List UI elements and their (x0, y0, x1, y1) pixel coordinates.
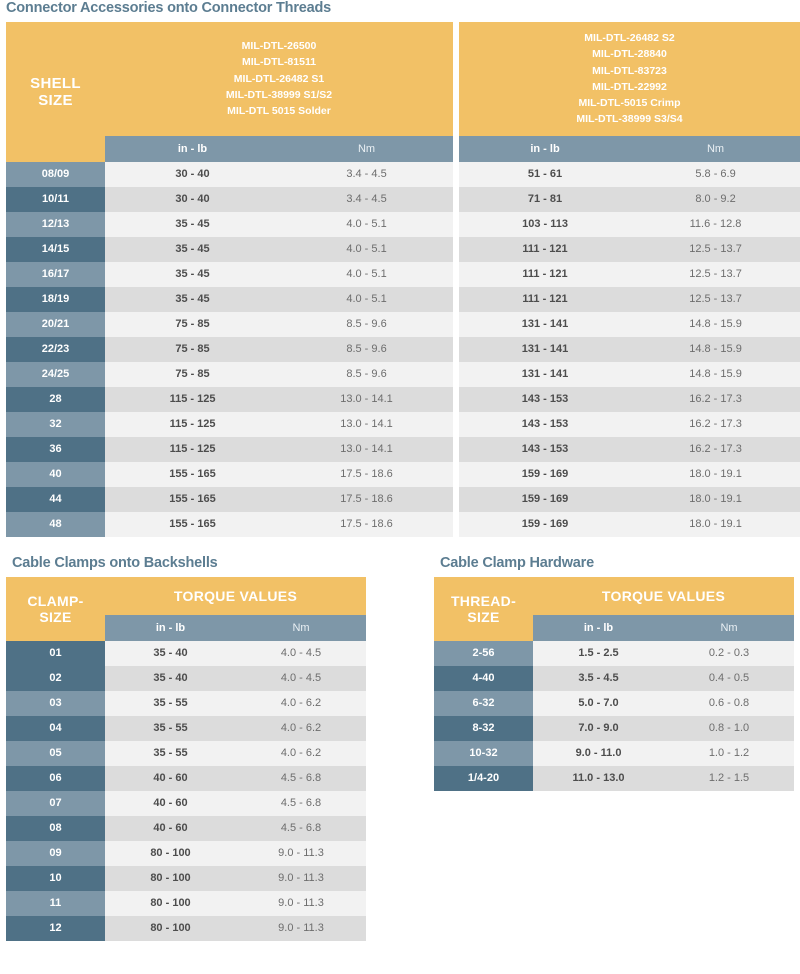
row-g2-inlb: 143 - 153 (459, 387, 631, 412)
spec-group-1-item-4: MIL-DTL 5015 Solder (227, 105, 331, 118)
row-size: 18/19 (6, 287, 105, 312)
row-g1-nm: 17.5 - 18.6 (280, 462, 453, 487)
main-header-row (6, 22, 800, 136)
spec-group-1-item-3: MIL-DTL-38999 S1/S2 (225, 88, 333, 101)
unit-header-g2-inlb: in - lb (459, 136, 631, 162)
hardware-header-row (434, 577, 794, 615)
row-size: 05 (6, 741, 105, 766)
row-g2-nm: 12.5 - 13.7 (631, 287, 800, 312)
row-inlb: 35 - 55 (105, 741, 236, 766)
table-row (434, 691, 794, 716)
row-g2-inlb: 71 - 81 (459, 187, 631, 212)
row-size: 14/15 (6, 237, 105, 262)
table-row (6, 791, 366, 816)
row-g1-inlb: 75 - 85 (105, 312, 280, 337)
row-size: 12/13 (6, 212, 105, 237)
row-size: 02 (6, 666, 105, 691)
table-row (6, 387, 800, 412)
row-size: 6-32 (434, 691, 533, 716)
connector-accessories-table (6, 22, 800, 537)
row-g2-nm: 16.2 - 17.3 (631, 387, 800, 412)
row-g1-inlb: 30 - 40 (105, 162, 280, 187)
unit-header-g1-inlb: in - lb (105, 136, 280, 162)
table-row (6, 337, 800, 362)
shell-size-header-line2: SIZE (38, 91, 73, 109)
clamp-size-header-line1: CLAMP- (27, 592, 84, 609)
clamp-size-header (6, 577, 105, 641)
unit-header-g1-nm: Nm (280, 136, 453, 162)
row-size: 1/4-20 (434, 766, 533, 791)
row-nm: 9.0 - 11.3 (236, 841, 366, 866)
row-size: 10-32 (434, 741, 533, 766)
table-row (6, 691, 366, 716)
row-g2-inlb: 103 - 113 (459, 212, 631, 237)
section-spacer (0, 537, 800, 555)
row-size: 06 (6, 766, 105, 791)
row-g2-nm: 5.8 - 6.9 (631, 162, 800, 187)
table-row (6, 362, 800, 387)
thread-size-header (434, 577, 533, 641)
row-size: 07 (6, 791, 105, 816)
table-row (6, 866, 366, 891)
table-row (6, 287, 800, 312)
spec-group-1-item-1: MIL-DTL-81511 (241, 56, 317, 69)
table-row (434, 766, 794, 791)
row-g2-inlb: 143 - 153 (459, 412, 631, 437)
table-row (6, 816, 366, 841)
spec-group-2-item-4: MIL-DTL-5015 Crimp (578, 97, 681, 110)
row-nm: 4.0 - 6.2 (236, 741, 366, 766)
table-row (6, 212, 800, 237)
row-nm: 9.0 - 11.3 (236, 916, 366, 941)
row-inlb: 5.0 - 7.0 (533, 691, 664, 716)
row-size: 24/25 (6, 362, 105, 387)
row-g2-nm: 14.8 - 15.9 (631, 337, 800, 362)
row-inlb: 11.0 - 13.0 (533, 766, 664, 791)
row-nm: 4.0 - 4.5 (236, 641, 366, 666)
row-nm: 4.0 - 6.2 (236, 716, 366, 741)
row-g2-nm: 12.5 - 13.7 (631, 237, 800, 262)
row-g1-nm: 4.0 - 5.1 (280, 237, 453, 262)
table-row (6, 891, 366, 916)
row-inlb: 35 - 40 (105, 666, 236, 691)
row-g1-nm: 3.4 - 4.5 (280, 162, 453, 187)
row-size: 12 (6, 916, 105, 941)
clamps-table-title: Cable Clamps onto Backshells (12, 554, 218, 571)
table-row (6, 237, 800, 262)
row-nm: 1.0 - 1.2 (664, 741, 794, 766)
row-nm: 0.2 - 0.3 (664, 641, 794, 666)
unit-header-g2-nm: Nm (631, 136, 800, 162)
table-row (434, 641, 794, 666)
table-row (6, 162, 800, 187)
row-g2-inlb: 159 - 169 (459, 512, 631, 537)
row-g2-nm: 16.2 - 17.3 (631, 437, 800, 462)
table-row (6, 716, 366, 741)
row-g1-inlb: 115 - 125 (105, 412, 280, 437)
table-row (434, 741, 794, 766)
table-row (6, 512, 800, 537)
table-row (6, 487, 800, 512)
row-nm: 9.0 - 11.3 (236, 891, 366, 916)
row-inlb: 35 - 55 (105, 716, 236, 741)
spec-group-2-item-1: MIL-DTL-28840 (592, 48, 667, 61)
row-g2-inlb: 131 - 141 (459, 362, 631, 387)
row-g2-nm: 18.0 - 19.1 (631, 512, 800, 537)
row-inlb: 35 - 40 (105, 641, 236, 666)
row-size: 8-32 (434, 716, 533, 741)
row-g1-inlb: 75 - 85 (105, 337, 280, 362)
table-row (6, 262, 800, 287)
table-row (6, 312, 800, 337)
row-g1-inlb: 35 - 45 (105, 237, 280, 262)
row-nm: 4.5 - 6.8 (236, 816, 366, 841)
row-g2-inlb: 131 - 141 (459, 312, 631, 337)
row-size: 03 (6, 691, 105, 716)
row-inlb: 35 - 55 (105, 691, 236, 716)
row-nm: 0.4 - 0.5 (664, 666, 794, 691)
row-size: 09 (6, 841, 105, 866)
table-row (434, 716, 794, 741)
row-g2-inlb: 111 - 121 (459, 262, 631, 287)
table-row (434, 666, 794, 691)
row-inlb: 9.0 - 11.0 (533, 741, 664, 766)
thread-size-header-line1: THREAD- (450, 592, 517, 609)
row-nm: 1.2 - 1.5 (664, 766, 794, 791)
table-row (6, 641, 366, 666)
row-g1-nm: 13.0 - 14.1 (280, 387, 453, 412)
row-g2-nm: 14.8 - 15.9 (631, 312, 800, 337)
row-size: 40 (6, 462, 105, 487)
row-inlb: 7.0 - 9.0 (533, 716, 664, 741)
row-size: 08/09 (6, 162, 105, 187)
row-g1-nm: 3.4 - 4.5 (280, 187, 453, 212)
cable-clamps-table (6, 577, 366, 941)
row-size: 11 (6, 891, 105, 916)
main-table-title: Connector Accessories onto Connector Threads (6, 0, 332, 16)
row-g2-nm: 14.8 - 15.9 (631, 362, 800, 387)
row-g1-inlb: 155 - 165 (105, 462, 280, 487)
row-size: 48 (6, 512, 105, 537)
row-inlb: 40 - 60 (105, 816, 236, 841)
row-nm: 4.5 - 6.8 (236, 766, 366, 791)
clamp-unit-nm: Nm (236, 615, 366, 641)
row-g1-inlb: 35 - 45 (105, 287, 280, 312)
row-g1-nm: 4.0 - 5.1 (280, 212, 453, 237)
table-row (6, 187, 800, 212)
row-g2-inlb: 51 - 61 (459, 162, 631, 187)
row-inlb: 3.5 - 4.5 (533, 666, 664, 691)
row-g2-inlb: 159 - 169 (459, 487, 631, 512)
row-nm: 9.0 - 11.3 (236, 866, 366, 891)
hardware-torque-header: TORQUE VALUES (533, 577, 794, 615)
table-row (6, 841, 366, 866)
row-size: 10/11 (6, 187, 105, 212)
main-unit-row (6, 136, 800, 162)
clamp-unit-inlb: in - lb (105, 615, 236, 641)
row-g2-inlb: 159 - 169 (459, 462, 631, 487)
spec-group-1-item-2: MIL-DTL-26482 S1 (233, 72, 325, 85)
row-nm: 0.8 - 1.0 (664, 716, 794, 741)
spec-group-1-header (105, 22, 453, 136)
clamp-size-header-line2: SIZE (39, 608, 72, 625)
row-g1-inlb: 75 - 85 (105, 362, 280, 387)
hardware-unit-inlb: in - lb (533, 615, 664, 641)
row-g1-nm: 17.5 - 18.6 (280, 512, 453, 537)
shell-size-header (6, 22, 105, 162)
row-g1-inlb: 115 - 125 (105, 387, 280, 412)
spec-group-2-header (459, 22, 800, 136)
table-row (6, 462, 800, 487)
row-g2-nm: 18.0 - 19.1 (631, 487, 800, 512)
row-size: 44 (6, 487, 105, 512)
table-row (6, 437, 800, 462)
row-size: 2-56 (434, 641, 533, 666)
spec-group-2-item-2: MIL-DTL-83723 (592, 64, 667, 77)
row-g1-inlb: 155 - 165 (105, 487, 280, 512)
row-g2-inlb: 111 - 121 (459, 287, 631, 312)
row-g1-nm: 8.5 - 9.6 (280, 337, 453, 362)
row-g1-inlb: 35 - 45 (105, 262, 280, 287)
table-row (6, 916, 366, 941)
row-g1-inlb: 155 - 165 (105, 512, 280, 537)
cable-clamps-block (6, 555, 372, 941)
row-size: 36 (6, 437, 105, 462)
row-g1-inlb: 35 - 45 (105, 212, 280, 237)
row-size: 22/23 (6, 337, 105, 362)
row-size: 28 (6, 387, 105, 412)
row-g2-inlb: 143 - 153 (459, 437, 631, 462)
spec-group-1-item-0: MIL-DTL-26500 (241, 40, 317, 53)
row-g1-nm: 13.0 - 14.1 (280, 437, 453, 462)
row-size: 32 (6, 412, 105, 437)
spec-group-2-item-5: MIL-DTL-38999 S3/S4 (576, 113, 683, 126)
row-inlb: 80 - 100 (105, 891, 236, 916)
table-row (6, 741, 366, 766)
row-nm: 0.6 - 0.8 (664, 691, 794, 716)
row-g2-nm: 18.0 - 19.1 (631, 462, 800, 487)
row-g2-inlb: 131 - 141 (459, 337, 631, 362)
clamps-header-row (6, 577, 366, 615)
row-g2-nm: 12.5 - 13.7 (631, 262, 800, 287)
row-inlb: 1.5 - 2.5 (533, 641, 664, 666)
row-inlb: 80 - 100 (105, 866, 236, 891)
row-inlb: 40 - 60 (105, 766, 236, 791)
row-inlb: 40 - 60 (105, 791, 236, 816)
bottom-tables-row (0, 555, 800, 941)
row-size: 04 (6, 716, 105, 741)
row-nm: 4.5 - 6.8 (236, 791, 366, 816)
row-g1-inlb: 30 - 40 (105, 187, 280, 212)
hardware-table-title: Cable Clamp Hardware (440, 554, 594, 571)
cable-clamp-hardware-block (434, 555, 800, 941)
thread-size-header-line2: SIZE (467, 608, 500, 625)
table-row (6, 766, 366, 791)
row-g1-nm: 13.0 - 14.1 (280, 412, 453, 437)
row-g1-nm: 8.5 - 9.6 (280, 362, 453, 387)
row-inlb: 80 - 100 (105, 916, 236, 941)
row-g2-nm: 11.6 - 12.8 (631, 212, 800, 237)
row-size: 16/17 (6, 262, 105, 287)
row-g1-nm: 8.5 - 9.6 (280, 312, 453, 337)
row-inlb: 80 - 100 (105, 841, 236, 866)
row-g1-nm: 4.0 - 5.1 (280, 287, 453, 312)
table-row (6, 412, 800, 437)
spec-group-2-item-3: MIL-DTL-22992 (592, 80, 667, 93)
clamp-torque-header: TORQUE VALUES (105, 577, 366, 615)
row-size: 08 (6, 816, 105, 841)
row-size: 4-40 (434, 666, 533, 691)
cable-clamp-hardware-table (434, 577, 794, 791)
spec-group-2-item-0: MIL-DTL-26482 S2 (584, 32, 675, 44)
row-g1-inlb: 115 - 125 (105, 437, 280, 462)
row-g2-nm: 8.0 - 9.2 (631, 187, 800, 212)
row-size: 01 (6, 641, 105, 666)
row-size: 10 (6, 866, 105, 891)
row-nm: 4.0 - 6.2 (236, 691, 366, 716)
hardware-unit-nm: Nm (664, 615, 794, 641)
row-g1-nm: 17.5 - 18.6 (280, 487, 453, 512)
table-row (6, 666, 366, 691)
row-g2-nm: 16.2 - 17.3 (631, 412, 800, 437)
row-size: 20/21 (6, 312, 105, 337)
row-nm: 4.0 - 4.5 (236, 666, 366, 691)
row-g2-inlb: 111 - 121 (459, 237, 631, 262)
row-g1-nm: 4.0 - 5.1 (280, 262, 453, 287)
shell-size-header-line1: SHELL (30, 74, 81, 92)
